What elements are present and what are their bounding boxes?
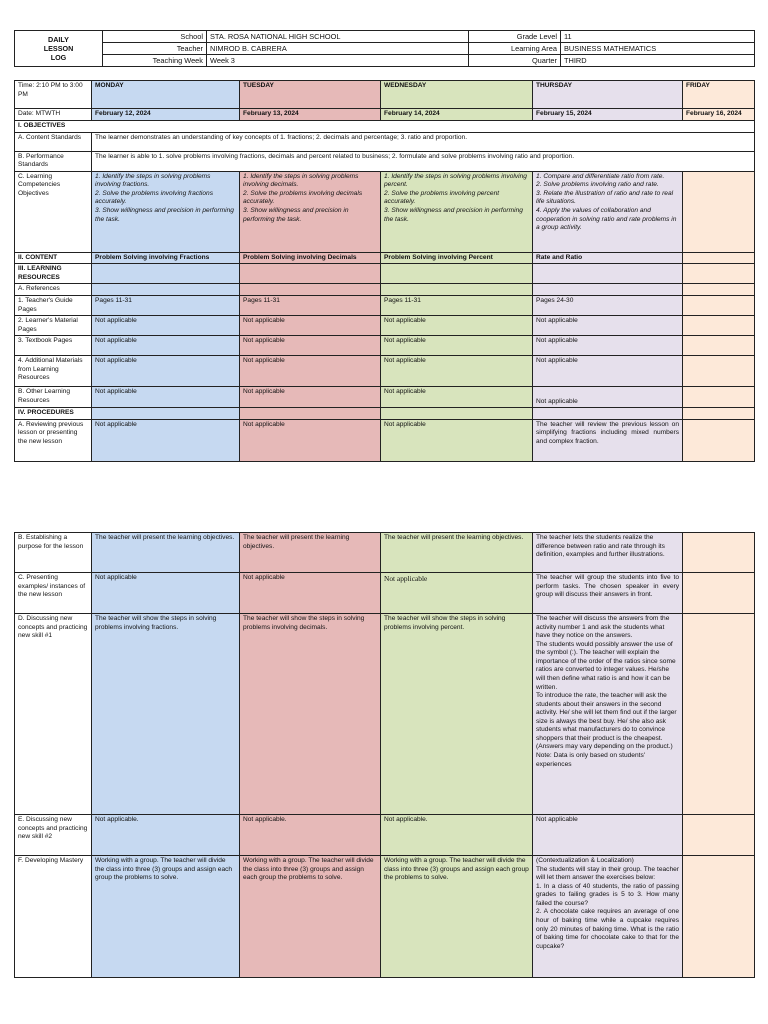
section-objectives: I. OBJECTIVES	[15, 121, 755, 133]
tb-thursday: Not applicable	[533, 336, 683, 356]
discussing-1-thursday: The teacher will discuss the answers from the activity number 1 and ask the students what have they notice on the answers. The students would possibly answer the use of the symbol (:). The teacher will explain the importance of the order of the ratios since some ratios are converted to integer values. He/she will then define what ratio is and how it can be written. To introduce the rate, the teacher will ask the students about their answers in the second activity. He/ she will let them find out if the larger size is always the best buy. He/ she also ask students what manufacturers do to convince shoppers that their product is the cheapest. (Answers may vary depending on the product.) Note: Data is only based on students' experiences	[533, 614, 683, 815]
performance-standards-text: The learner is able to 1. solve problems involving fractions, decimals and percent related to business; 2. formulate and solve problems involving ratio and proportion.	[92, 151, 755, 171]
lm-tuesday: Not applicable	[240, 316, 381, 336]
date-label: Date: MTWTH	[15, 109, 92, 121]
am-monday: Not applicable	[92, 356, 240, 387]
date-thursday: February 15, 2024	[533, 109, 683, 121]
am-thursday: Not applicable	[533, 356, 683, 387]
purpose-tuesday: The teacher will present the learning objectives.	[240, 533, 381, 573]
school-label: School	[103, 31, 207, 43]
competencies-wednesday: 1. Identify the steps in solving problems involving percent. 2. Solve the problems involving percent accurately. 3. Show willingness and precision in performing the task.	[381, 171, 533, 252]
teacher-value: NIMROD B. CABRERA	[207, 43, 469, 55]
lesson-table-top	[14, 80, 755, 462]
grade-level-label: Grade Level	[469, 31, 561, 43]
content-wednesday: Problem Solving involving Percent	[381, 252, 533, 264]
presenting-label: C. Presenting examples/ instances of the new lesson	[15, 573, 92, 614]
competencies-label: C. Learning Competencies Objectives	[15, 171, 92, 252]
mastery-monday: Working with a group. The teacher will divide the class into three (3) groups and assign each group the problems to solve.	[92, 856, 240, 978]
content-monday: Problem Solving involving Fractions	[92, 252, 240, 264]
review-tuesday: Not applicable	[240, 419, 381, 461]
tb-monday: Not applicable	[92, 336, 240, 356]
date-friday: February 16, 2024	[683, 109, 755, 121]
olr-monday: Not applicable	[92, 387, 240, 408]
purpose-thursday: The teacher lets the students realize the difference between ratio and rate through its definition, examples and further illustrations.	[533, 533, 683, 573]
learning-area-value: BUSINESS MATHEMATICS	[561, 43, 755, 55]
day-wednesday: WEDNESDAY	[381, 81, 533, 109]
day-thursday: THURSDAY	[533, 81, 683, 109]
tb-wednesday: Not applicable	[381, 336, 533, 356]
content-friday	[683, 252, 755, 264]
tb-tuesday: Not applicable	[240, 336, 381, 356]
daily-lesson-log-title	[15, 31, 103, 67]
teaching-week-value: Week 3	[207, 55, 469, 67]
tg-tuesday: Pages 11-31	[240, 295, 381, 315]
discussing-2-wednesday: Not applicable.	[381, 815, 533, 856]
section-procedures: IV. PROCEDURES	[15, 408, 92, 420]
discussing-1-label: D. Discussing new concepts and practicing new skill #1	[15, 614, 92, 815]
date-monday: February 12, 2024	[92, 109, 240, 121]
discussing-2-label: E. Discussing new concepts and practicing new skill #2	[15, 815, 92, 856]
discussing-2-tuesday: Not applicable.	[240, 815, 381, 856]
quarter-label: Quarter	[469, 55, 561, 67]
competencies-monday: 1. Identify the steps in solving problems involving fractions. 2. Solve the problems involving fractions accurately. 3. Show willingness and precision in performing the task.	[92, 171, 240, 252]
presenting-wednesday: Not applicable	[381, 573, 533, 614]
discussing-2-thursday: Not applicable	[533, 815, 683, 856]
date-tuesday: February 13, 2024	[240, 109, 381, 121]
additional-materials-label: 4. Additional Materials from Learning Resources	[15, 356, 92, 387]
teacher-label: Teacher	[103, 43, 207, 55]
teaching-week-label: Teaching Week	[103, 55, 207, 67]
content-thursday: Rate and Ratio	[533, 252, 683, 264]
day-friday: FRIDAY	[683, 81, 755, 109]
grade-level-value: 11	[561, 31, 755, 43]
content-tuesday: Problem Solving involving Decimals	[240, 252, 381, 264]
mastery-wednesday: Working with a group. The teacher will divide the class into three (3) groups and assign each group the problems to solve.	[381, 856, 533, 978]
lm-thursday: Not applicable	[533, 316, 683, 336]
purpose-label: B. Establishing a purpose for the lesson	[15, 533, 92, 573]
olr-wednesday: Not applicable	[381, 387, 533, 408]
competencies-tuesday: 1. Identify the steps in solving problems involving decimals. 2. Solve the problems involving decimals accurately. 3. Show willingness and precision in performing the task.	[240, 171, 381, 252]
purpose-monday: The teacher will present the learning objectives.	[92, 533, 240, 573]
header-table	[14, 30, 755, 67]
content-standards-text: The learner demonstrates an understanding of key concepts of 1. fractions; 2. decimals and percentage; 3. ratio and proportion.	[92, 132, 755, 151]
teachers-guide-label: 1. Teacher's Guide Pages	[15, 295, 92, 315]
lesson-table-bottom	[14, 532, 755, 978]
day-monday: MONDAY	[92, 81, 240, 109]
discussing-1-wednesday: The teacher will show the steps in solving problems involving percent.	[381, 614, 533, 815]
presenting-tuesday: Not applicable	[240, 573, 381, 614]
time-cell: Time: 2:10 PM to 3:00 PM	[15, 81, 92, 109]
olr-thursday: Not applicable	[533, 387, 683, 408]
section-content: II. CONTENT	[15, 252, 92, 264]
content-standards-label: A. Content Standards	[15, 132, 92, 151]
section-learning-resources: III. LEARNING RESOURCES	[15, 264, 92, 284]
olr-tuesday: Not applicable	[240, 387, 381, 408]
textbook-pages-label: 3. Textbook Pages	[15, 336, 92, 356]
presenting-thursday: The teacher will group the students into five to perform tasks. The chosen speaker in every group will discuss their answers in front.	[533, 573, 683, 614]
title-line: LOG	[50, 53, 67, 62]
competencies-friday	[683, 171, 755, 252]
day-tuesday: TUESDAY	[240, 81, 381, 109]
tg-wednesday: Pages 11-31	[381, 295, 533, 315]
other-resources-label: B. Other Learning Resources	[15, 387, 92, 408]
am-wednesday: Not applicable	[381, 356, 533, 387]
references-label: A. References	[15, 284, 92, 296]
discussing-1-tuesday: The teacher will show the steps in solving problems involving decimals.	[240, 614, 381, 815]
learners-material-label: 2. Learner's Material Pages	[15, 316, 92, 336]
am-tuesday: Not applicable	[240, 356, 381, 387]
review-wednesday: Not applicable	[381, 419, 533, 461]
discussing-2-monday: Not applicable.	[92, 815, 240, 856]
discussing-1-monday: The teacher will show the steps in solving problems involving fractions.	[92, 614, 240, 815]
performance-standards-label: B. Performance Standards	[15, 151, 92, 171]
lm-wednesday: Not applicable	[381, 316, 533, 336]
lm-monday: Not applicable	[92, 316, 240, 336]
developing-mastery-label: F. Developing Mastery	[15, 856, 92, 978]
review-thursday: The teacher will review the previous lesson on simplifying fractions including mixed numbers and complex fraction.	[533, 419, 683, 461]
title-line: DAILY	[48, 35, 69, 44]
purpose-wednesday: The teacher will present the learning objectives.	[381, 533, 533, 573]
title-line: LESSON	[43, 44, 74, 53]
school-value: STA. ROSA NATIONAL HIGH SCHOOL	[207, 31, 469, 43]
quarter-value: THIRD	[561, 55, 755, 67]
tg-monday: Pages 11-31	[92, 295, 240, 315]
competencies-thursday: 1. Compare and differentiate ratio from rate. 2. Solve problems involving ratio and rate. 3. Relate the illustration of ratio and rate to real life situations. 4. Apply the values of collaboration and cooperation in solving ratio and rate problems in a group activity.	[533, 171, 683, 252]
mastery-thursday: (Contextualization & Localization) The students will stay in their group. The teacher will let them answer the exercises below: 1. In a class of 40 students, the ratio of passing grades to failing grades is 5 to 3. How many failed the course? 2. A chocolate cake requires an average of one hour of baking time while a cupcake requires only 20 minutes of baking time. What is the ratio of baking time for chocolate cake to that for the cupcake?	[533, 856, 683, 978]
date-wednesday: February 14, 2024	[381, 109, 533, 121]
presenting-monday: Not applicable	[92, 573, 240, 614]
reviewing-label: A. Reviewing previous lesson or presenting the new lesson	[15, 419, 92, 461]
tg-thursday: Pages 24-30	[533, 295, 683, 315]
mastery-tuesday: Working with a group. The teacher will divide the class into three (3) groups and assign each group the problems to solve.	[240, 856, 381, 978]
review-monday: Not applicable	[92, 419, 240, 461]
learning-area-label: Learning Area	[469, 43, 561, 55]
